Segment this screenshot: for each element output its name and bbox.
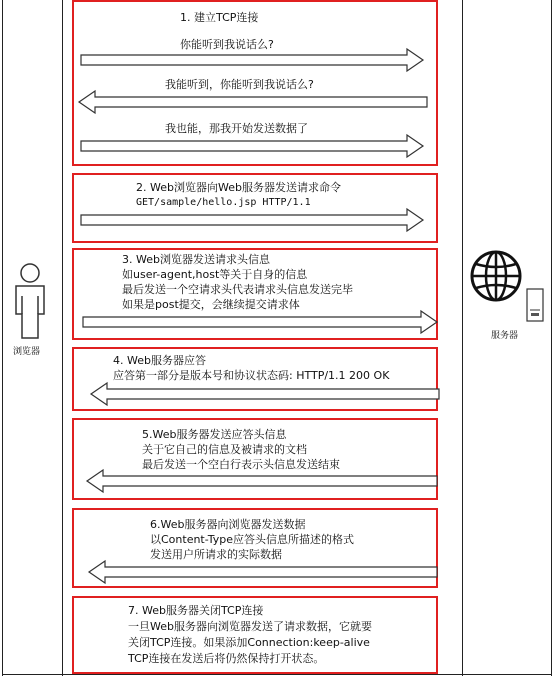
arrow-right-3 xyxy=(80,208,425,232)
step-6-line-1: 以Content-Type应答头信息所描述的格式 xyxy=(150,533,354,546)
step-7-line-1: 一旦Web服务器向浏览器发送了请求数据，它就要 xyxy=(128,620,372,633)
step-3-line-3: 如果是post提交，会继续提交请求体 xyxy=(122,298,300,311)
person-icon xyxy=(10,262,50,340)
step-6-line-2: 发送用户所请求的实际数据 xyxy=(150,548,282,561)
step-2-line-1: GET/sample/hello.jsp HTTP/1.1 xyxy=(136,197,311,208)
arrow-right-4 xyxy=(82,310,439,334)
server-tower-icon xyxy=(526,288,544,322)
globe-icon xyxy=(470,250,522,302)
server-lane-line xyxy=(462,0,463,676)
arrow-right-1 xyxy=(80,48,425,72)
step-7-line-3: TCP连接在发送后将仍然保持打开状态。 xyxy=(128,652,325,665)
step-4-title: 4. Web服务器应答 xyxy=(113,354,206,367)
step-7-title: 7. Web服务器关闭TCP连接 xyxy=(128,604,264,617)
arrow-left-3 xyxy=(86,469,438,493)
step-5-title: 5.Web服务器发送应答头信息 xyxy=(142,428,287,441)
step-3-line-1: 如user-agent,host等关于自身的信息 xyxy=(122,268,308,281)
arrow-left-2 xyxy=(90,382,440,406)
step-3-line-2: 最后发送一个空请求头代表请求头信息发送完毕 xyxy=(122,283,353,296)
step-1-message-1: 你能听到我说话么? xyxy=(180,38,274,51)
browser-label: 浏览器 xyxy=(13,347,41,357)
step-3-title: 3. Web浏览器发送请求头信息 xyxy=(122,253,270,266)
step-1-title: 1. 建立TCP连接 xyxy=(180,11,259,24)
step-2-title: 2. Web浏览器向Web服务器发送请求命令 xyxy=(136,181,341,194)
left-border xyxy=(2,0,3,676)
step-5-line-1: 关于它自己的信息及被请求的文档 xyxy=(142,443,307,456)
arrow-left-1 xyxy=(78,90,428,114)
step-1-message-3: 我也能，那我开始发送数据了 xyxy=(165,122,308,135)
browser-lane-line xyxy=(62,0,63,676)
arrow-right-2 xyxy=(80,134,425,158)
step-6-title: 6.Web服务器向浏览器发送数据 xyxy=(150,518,306,531)
bottom-border xyxy=(2,674,552,675)
step-4-line-1: 应答第一部分是版本号和协议状态码: HTTP/1.1 200 OK xyxy=(113,369,390,382)
step-7-line-2: 关闭TCP连接。如果添加Connection:keep-alive xyxy=(128,636,370,649)
step-5-line-2: 最后发送一个空白行表示头信息发送结束 xyxy=(142,458,340,471)
step-1-message-2: 我能听到，你能听到我说话么? xyxy=(165,78,314,91)
server-label: 服务器 xyxy=(491,331,519,341)
right-border xyxy=(551,0,552,676)
arrow-left-4 xyxy=(88,560,438,584)
